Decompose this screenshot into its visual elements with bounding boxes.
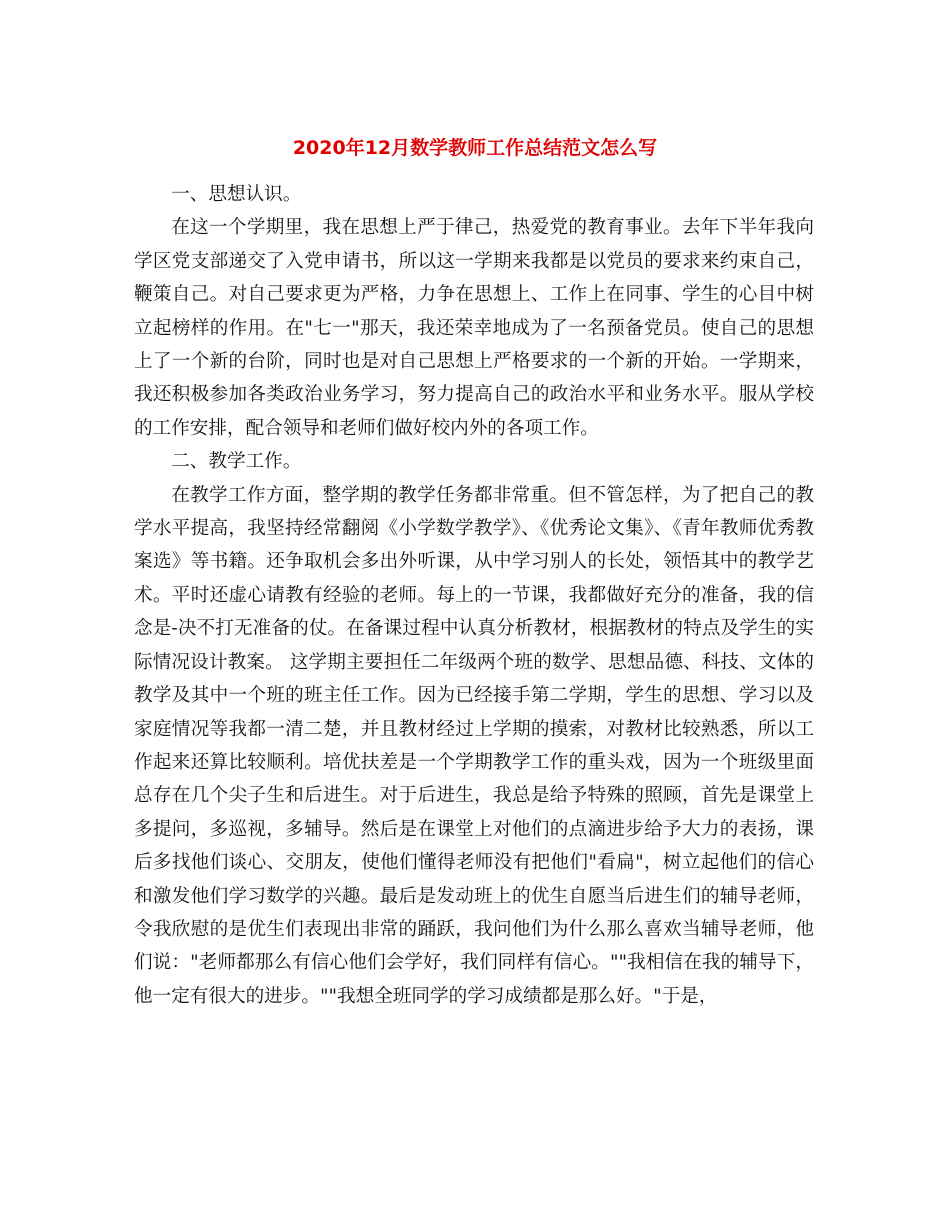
section-heading-teaching: 二、教学工作。 <box>171 451 302 473</box>
document-body <box>134 178 814 1013</box>
paragraph-thought: 在这一个学期里，我在思想上严于律己，热爱党的教育事业。去年下半年我向学区党支部递交了入党申请书，所以这一学期来我都是以党员的要求来约束自己，鞭策自己。对自己要求更为严格，力争在思想上、工作上在同事、学生的心目中树立起榜样的作用。在"七一"那天，我还荣幸地成为了一名预备党员。使自己的思想上了一个新的台阶，同时也是对自己思想上严格要求的一个新的开始。一学期来，我还积极参加各类政治业务学习，努力提高自己的政治水平和业务水平。服从学校的工作安排，配合领导和老师们做好校内外的各项工作。 <box>134 217 814 439</box>
section-heading-thought: 一、思想认识。 <box>171 184 302 205</box>
document-title: 2020年12月数学教师工作总结范文怎么写 <box>292 137 658 159</box>
paragraph-teaching: 在教学工作方面，整学期的教学任务都非常重。但不管怎样，为了把自己的教学水平提高，我坚持经常翻阅《小学数学教学》、《优秀论文集》、《青年教师优秀教案选》等书籍。还争取机会多出外听课，从中学习别人的长处，领悟其中的教学艺术。平时还虚心请教有经验的老师。每上的一节课，我都做好充分的准备，我的信念是-决不打无准备的仗。在备课过程中认真分析教材，根据教材的特点及学生的实际情况设计教案。 这学期主要担任二年级两个班的数学、思想品德、科技、文体的教学及其中一个班的班主任工作。因为已经接手第二学期，学生的思想、学习以及家庭情况等我都一清二楚，并且教材经过上学期的摸索，对教材比较熟悉，所以工作起来还算比较顺利。培优扶差是一个学期教学工作的重头戏，因为一个班级里面总存在几个尖子生和后进生。对于后进生，我总是给予特殊的照顾，首先是课堂上多提问，多巡视，多辅导。然后是在课堂上对他们的点滴进步给予大力的表扬，课后多找他们谈心、交朋友，使他们懂得老师没有把他们"看扁"，树立起他们的信心和激发他们学习数学的兴趣。最后是发动班上的优生自愿当后进生们的辅导老师，令我欣慰的是优生们表现出非常的踊跃，我问他们为什么那么喜欢当辅导老师，他们说："老师都那么有信心他们会学好，我们同样有信心。""我相信在我的辅导下，他一定有很大的进步。""我想全班同学的学习成绩都是那么好。"于是， <box>134 484 814 1007</box>
